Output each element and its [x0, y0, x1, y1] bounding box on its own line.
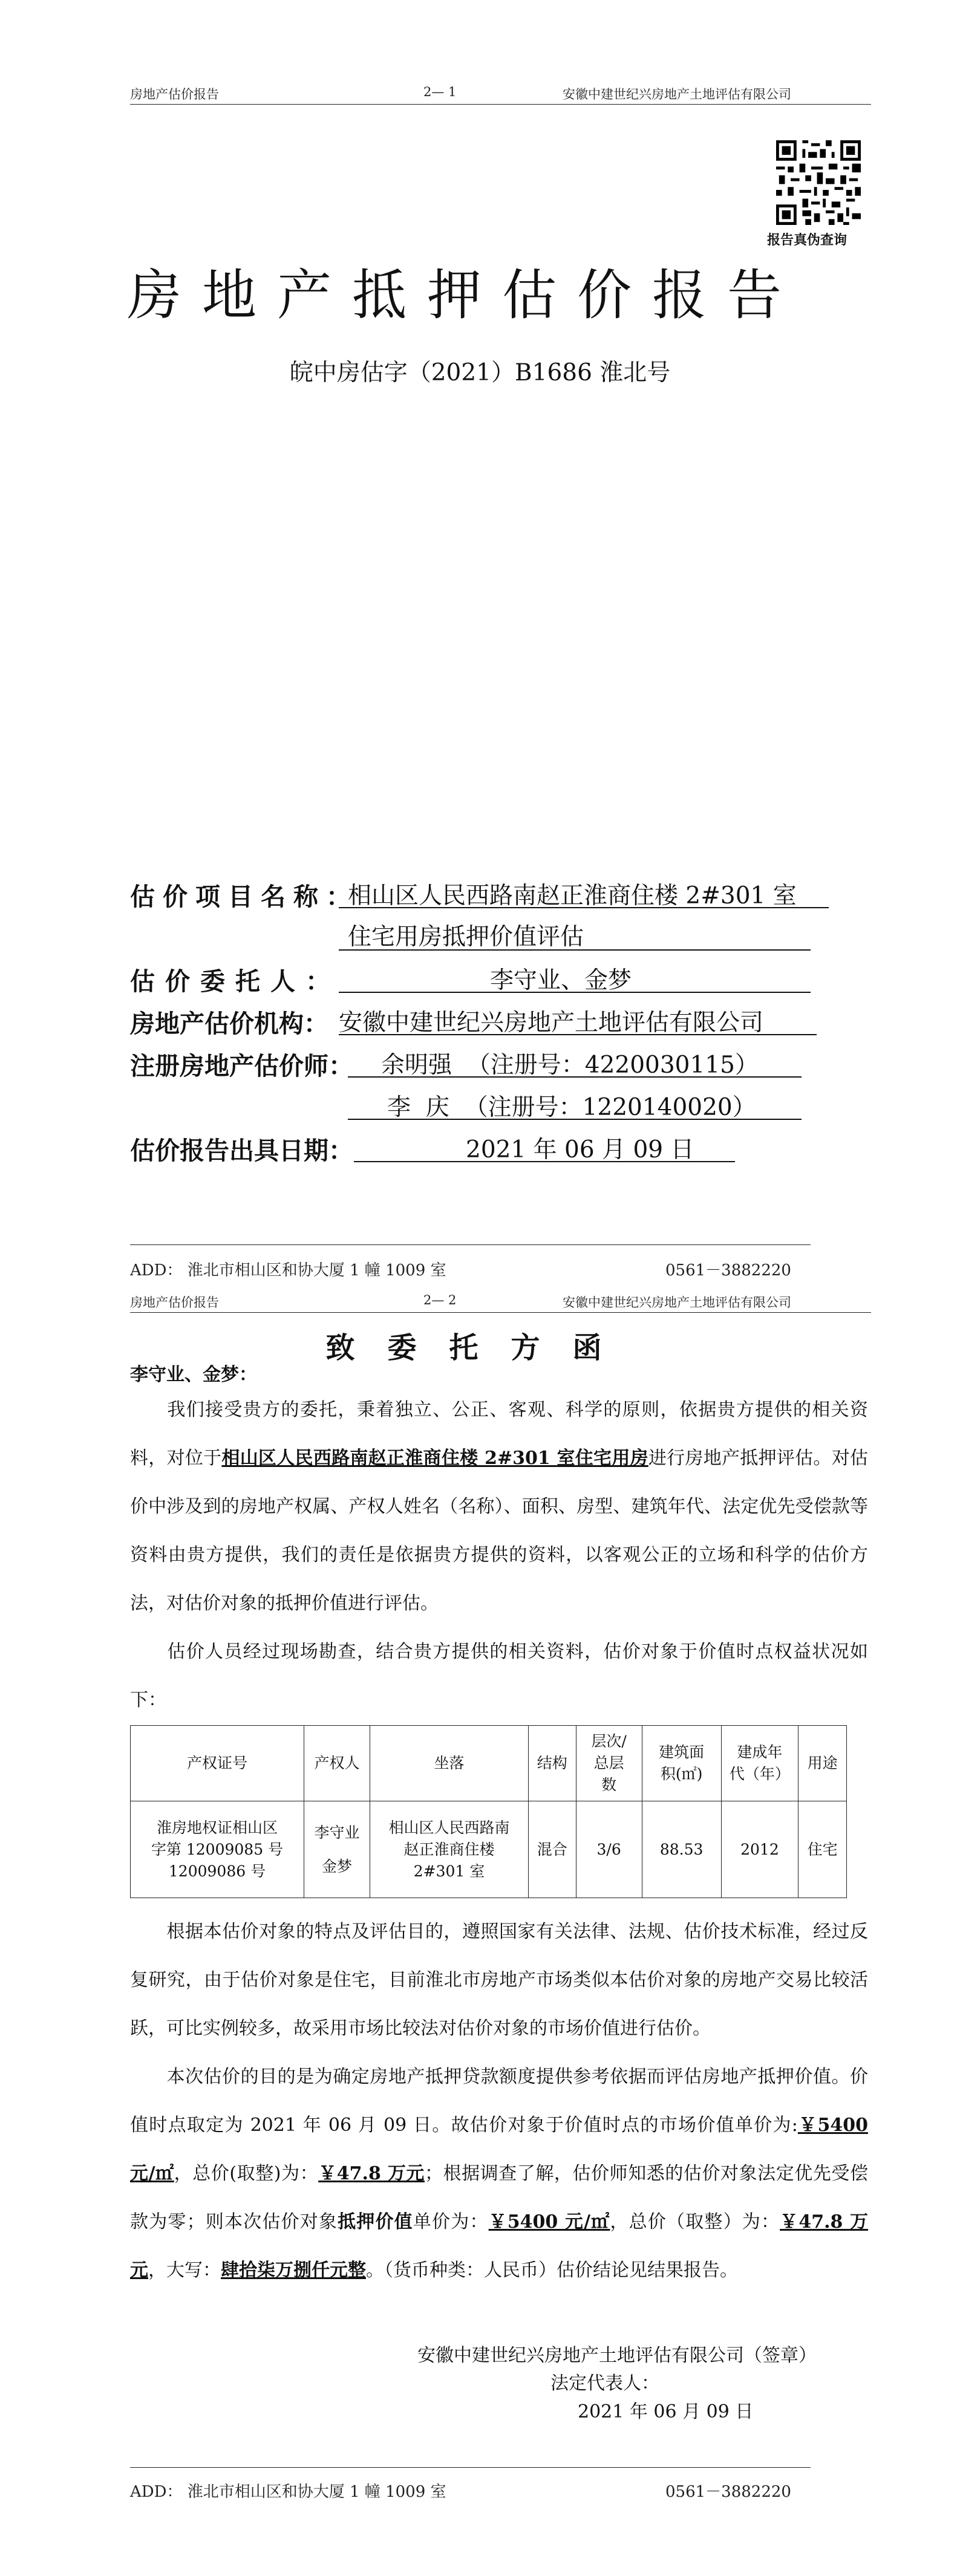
cell-year: 2012 [721, 1801, 798, 1898]
cell-cert [131, 1801, 304, 1898]
table-row [131, 1801, 847, 1898]
header-floor-2: 总层 [593, 1754, 624, 1772]
agency-value: 安徽中建世纪兴房地产土地评估有限公司 [339, 1009, 764, 1036]
footer-rule-p2 [130, 2467, 811, 2468]
header-floor [576, 1726, 642, 1801]
footer-phone-p2: 0561－3882220 [665, 2483, 791, 2501]
total-price-chinese: 肆拾柒万捌仟元整 [221, 2260, 366, 2281]
footer-phone: 0561－3882220 [665, 1261, 791, 1280]
cell-cert-1: 淮房地权证相山区 [156, 1818, 278, 1836]
cell-structure: 混合 [528, 1801, 576, 1898]
header-use: 用途 [798, 1726, 847, 1801]
paragraph-4 [130, 2053, 868, 2295]
cell-owner [304, 1801, 370, 1898]
header-left: 房地产估价报告 [130, 87, 219, 102]
paragraph-4-g: 单价为： [413, 2211, 489, 2233]
mortgage-value-term: 抵押价值 [338, 2211, 413, 2233]
agency-underline [339, 1034, 817, 1035]
header-rule [130, 104, 871, 105]
header-page-number: 2— 1 [423, 85, 457, 99]
cell-owner-2: 金梦 [322, 1857, 353, 1875]
paragraph-2-text: 估价人员经过现场勘查，结合贵方提供的相关资料，估价对象于价值时点权益状况如下： [130, 1641, 868, 1711]
qr-caption: 报告真伪查询 [767, 232, 847, 248]
appraiser-1-underline [348, 1076, 802, 1078]
cell-cert-3: 12009086 号 [168, 1862, 266, 1880]
paragraph-3 [130, 1908, 868, 2053]
paragraph-1-c: 进行房地产抵押评估。对估价中涉及到的房地产权属、产权人姓名（名称）、面积、房型、建筑年代、法定优先受偿款等资料由贵方提供，我们的责任是依据贵方提供的资料，以客观公正的立场和科学的估价方法，对估价对象的抵押价值进行评估。 [130, 1448, 869, 1614]
cell-location-1: 相山区人民西路南 [388, 1818, 510, 1836]
header-year [721, 1726, 798, 1801]
header-rule-p2 [130, 1312, 871, 1313]
header-floor-1: 层次/ [591, 1732, 627, 1750]
cell-owner-1: 李守业 [314, 1823, 360, 1841]
unit-price-mortgage: ￥5400 元/㎡ [488, 2211, 610, 2233]
agency-label: 房地产估价机构： [130, 1009, 328, 1038]
paragraph-1-a: 我们接受贵方的委托，秉着独立、公正、客观、科学的原则，依据贵方提供的相关资料，对位于 [130, 1399, 868, 1469]
header-area-2: 积(㎡) [660, 1765, 703, 1783]
paragraph-4-a: 本次估价的目的是为确定房地产抵押贷款额度提供参考依据而评估房地产抵押价值。价值时点取定为 2021 年 06 月 09 日。故估价对象于价值时点的市场价值单价为: [130, 2066, 868, 2136]
footer-address-p2: ADD： 淮北市相山区和协大厦 1 幢 1009 室 [130, 2483, 446, 2501]
header-page-number-p2: 2— 2 [423, 1293, 457, 1307]
cell-location [370, 1801, 529, 1898]
letter-title: 致委托方函 [325, 1331, 635, 1365]
report-number: 皖中房估字（2021）B1686 淮北号 [289, 359, 671, 386]
cell-floor: 3/6 [576, 1801, 642, 1898]
issue-date-value: 2021 年 06 月 09 日 [466, 1136, 694, 1163]
paragraph-1 [130, 1386, 868, 1628]
appraiser-label: 注册房地产估价师： [130, 1052, 353, 1081]
project-name-underline-2 [339, 949, 811, 951]
header-structure: 结构 [528, 1726, 576, 1801]
header-year-1: 建成年 [737, 1743, 783, 1761]
signature-date: 2021 年 06 月 09 日 [578, 2401, 754, 2422]
cell-location-3: 2#301 室 [413, 1862, 485, 1880]
client-label: 估价委托人： [130, 967, 341, 996]
header-company-p2: 安徽中建世纪兴房地产土地评估有限公司 [563, 1295, 791, 1310]
client-value: 李守业、金梦 [490, 967, 632, 994]
property-table [130, 1725, 847, 1898]
cell-area: 88.53 [642, 1801, 721, 1898]
project-name-underline [339, 907, 829, 908]
cell-location-2: 赵正淮商住楼 [403, 1840, 495, 1858]
header-left-p2: 房地产估价报告 [130, 1295, 219, 1310]
footer-rule [130, 1244, 811, 1245]
paragraph-3-text: 根据本估价对象的特点及评估目的，遵照国家有关法律、法规、估价技术标准，经过反复研究，由于估价对象是住宅，目前淮北市房地产市场类似本估价对象的房地产交易比较活跃，可比实例较多，故采用市场比较法对估价对象的市场价值进行估价。 [130, 1921, 868, 2039]
header-location: 坐落 [370, 1726, 529, 1801]
paragraph-4-c: ，总价(取整)为： [174, 2163, 319, 2184]
paragraph-4-k: ，大写： [148, 2260, 221, 2281]
header-area-1: 建筑面 [659, 1743, 705, 1761]
issue-date-label: 估价报告出具日期： [130, 1136, 353, 1165]
signature-representative: 法定代表人： [550, 2373, 659, 2394]
qr-code-icon [776, 140, 861, 225]
cell-cert-2: 字第 12009085 号 [151, 1840, 284, 1858]
header-company: 安徽中建世纪兴房地产土地评估有限公司 [563, 87, 791, 102]
project-name-label: 估价项目名称： [130, 882, 359, 911]
header-area [642, 1726, 721, 1801]
client-underline [339, 992, 811, 993]
total-price-mortgage: ￥47.8 万元 [130, 2211, 869, 2281]
header-year-2: 代（年） [729, 1765, 790, 1783]
appraiser-2: 李 庆 （注册号：1220140020） [387, 1094, 756, 1121]
property-address: 相山区人民西路南赵正淮商住楼 2#301 室住宅用房 [221, 1448, 648, 1469]
report-title: 房地产抵押估价报告 [127, 264, 802, 327]
paragraph-4-m: 。（货币种类：人民币）估价结论见结果报告。 [366, 2260, 738, 2281]
unit-price-market: ￥5400 元/㎡ [130, 2115, 868, 2184]
table-header-row [131, 1726, 847, 1801]
issue-date-underline [354, 1161, 735, 1162]
project-name-value-line2: 住宅用房抵押价值评估 [348, 923, 584, 951]
footer-address: ADD： 淮北市相山区和协大厦 1 幢 1009 室 [130, 1261, 446, 1280]
paragraph-4-i: ，总价（取整）为： [610, 2211, 780, 2233]
appraiser-2-underline [348, 1119, 802, 1120]
paragraph-4-e: ；根据调查了解，估价师知悉的估价对象法定优先受偿款为零；则本次估价对象 [130, 2163, 868, 2233]
total-price-market: ￥47.8 万元 [318, 2163, 425, 2184]
signature-company: 安徽中建世纪兴房地产土地评估有限公司（签章） [417, 2345, 817, 2366]
header-floor-3: 数 [601, 1776, 617, 1794]
header-owner: 产权人 [304, 1726, 370, 1801]
salutation: 李守业、金梦： [130, 1364, 257, 1385]
appraiser-1: 余明强 （注册号：4220030115） [381, 1052, 759, 1079]
paragraph-2 [130, 1628, 868, 1725]
project-name-value-line1: 相山区人民西路南赵正淮商住楼 2#301 室 [348, 882, 797, 909]
cell-use: 住宅 [798, 1801, 847, 1898]
header-cert: 产权证号 [131, 1726, 304, 1801]
